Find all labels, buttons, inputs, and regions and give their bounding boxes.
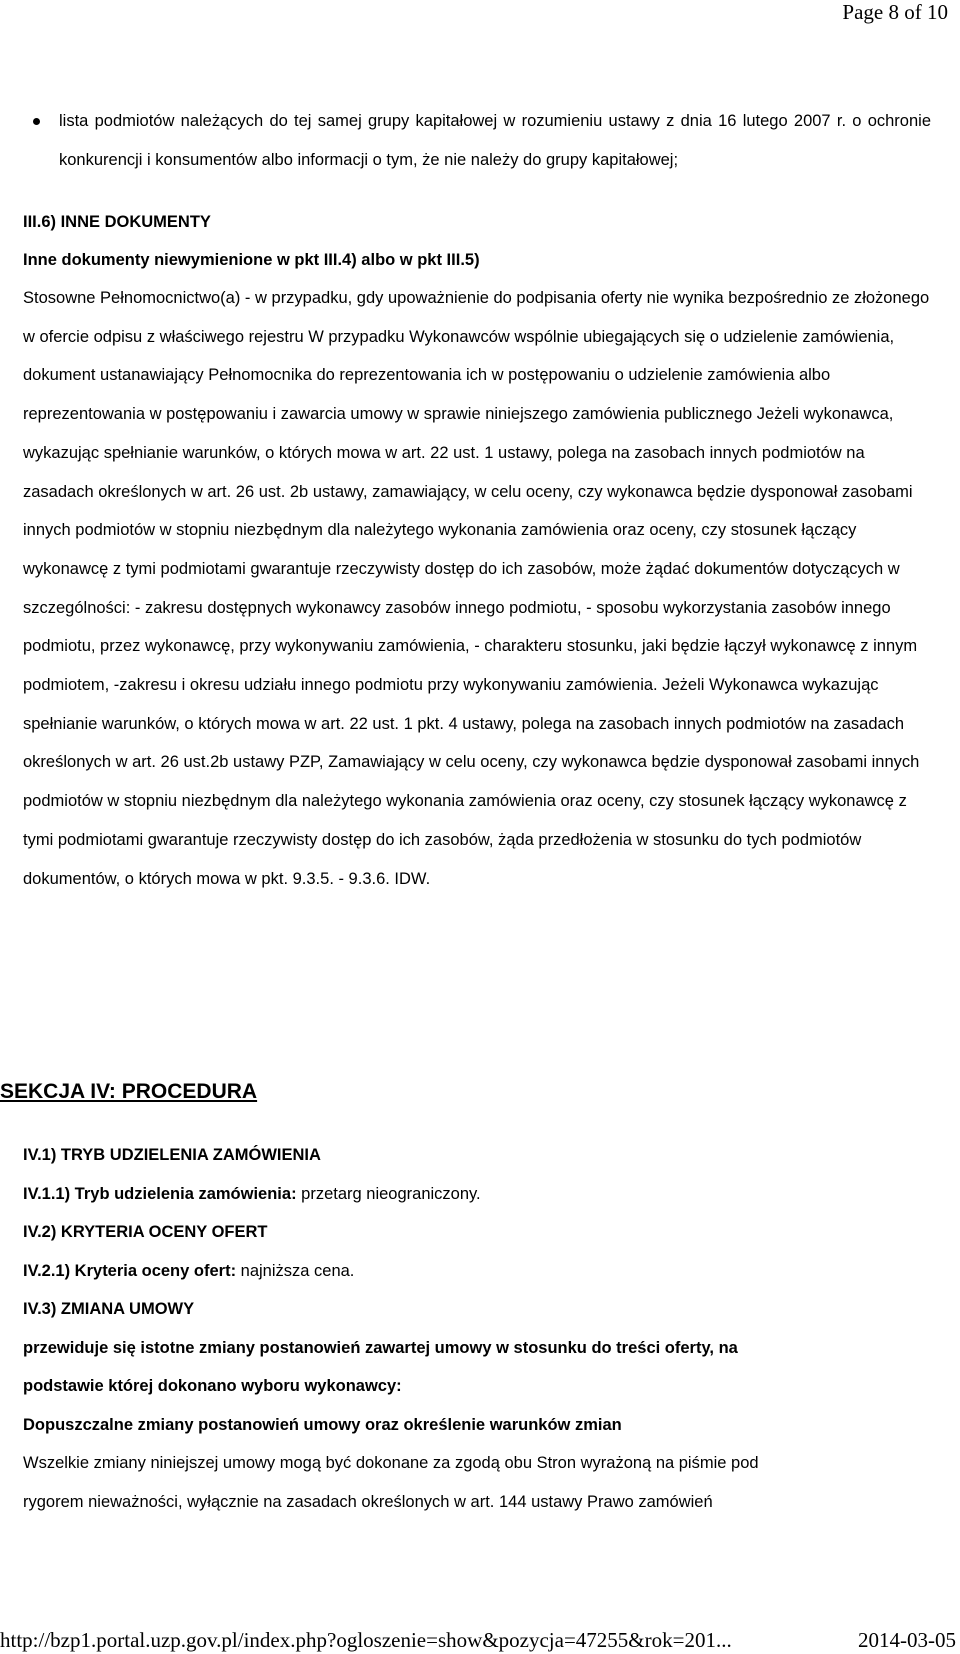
zmiana-heading: IV.3) ZMIANA UMOWY [23,1300,195,1318]
inne-dokumenty-body: Stosowne Pełnomocnictwo(a) - w przypadku, gdy upoważnienie do podpisania oferty nie wynika bezpośrednio ze złożonego w ofercie odpisu z właściwego rejestru W przypadku Wykonawców wspólnie ubiegających się o udzielenie zamówienia, dokument ustanawiający Pełnomocnika do reprezentowania ich w postępowaniu o udzielenie zamówienia albo reprezentowania w postępowaniu i zawarcia umowy w sprawie niniejszego zamówienia publicznego Jeżeli wykonawca, wykazując spełnianie warunków, o których mowa w art. 22 ust. 1 ustawy, polega na zasobach innych podmiotów na zasadach określonych w art. 26 ust. 2b ustawy, zamawiający, w celu oceny, czy wykonawca będzie dysponował zasobami innych podmiotów w stopniu niezbędnym dla należytego wykonania zamówienia oraz oceny, czy stosunek łączący wykonawcę z tymi podmiotami gwarantuje rzeczywisty dostęp do ich zasobów, może żądać dokumentów dotyczących w szczególności: - zakresu dostępnych wykonawcy zasobów innego podmiotu, - sposobu wykorzystania zasobów innego podmiotu, przez wykonawcę, przy wykonywaniu zamówienia, - charakteru stosunku, jaki będzie łączył wykonawcę z innym podmiotem, -zakresu i okresu udziału innego podmiotu przy wykonywaniu zamówienia. Jeżeli Wykonawca wykazując spełnianie warunków, o których mowa w art. 22 ust. 1 pkt. 4 ustawy, polega na zasobach innych podmiotów na zasadach określonych w art. 26 ust.2b ustawy PZP, Zamawiający w celu oceny, czy wykonawca będzie dysponował zasobami innych podmiotów w stopniu niezbędnym dla należytego wykonania zamówienia oraz oceny, czy stosunek łączący wykonawcę z tymi podmiotami gwarantuje rzeczywisty dostęp do ich zasobów, żąda przedłożenia w stosunku do tych podmiotów dokumentów, o których mowa w pkt. 9.3.5. - 9.3.6. IDW. [23,289,930,888]
page-footer [0,1626,960,1654]
section-heading-inne-dokumenty: III.6) INNE DOKUMENTY [23,213,211,231]
tryb-heading: IV.1) TRYB UDZIELENIA ZAMÓWIENIA [23,1146,321,1164]
tryb-label: IV.1.1) Tryb udzielenia zamówienia: [23,1184,297,1203]
footer-date: 2014-03-05 [858,1628,956,1652]
dopuszczalne-line1: Wszelkie zmiany niniejszej umowy mogą być dokonane za zgodą obu Stron wyrażoną na piśmie pod [23,1454,759,1472]
procedure-block [23,1136,931,1521]
section-title-procedura: SEKCJA IV: PROCEDURA [0,1080,258,1103]
kryteria-heading: IV.2) KRYTERIA OCENY OFERT [23,1223,268,1241]
dopuszczalne-heading: Dopuszczalne zmiany postanowień umowy oraz określenie warunków zmian [23,1415,622,1434]
footer-url: http://bzp1.portal.uzp.gov.pl/index.php?ogloszenie=show&pozycja=47255&rok=201... [0,1628,732,1652]
tryb-row [23,1175,931,1214]
page-number-header: Page 8 of 10 [842,0,948,24]
document-body [23,102,931,898]
kryteria-row [23,1252,931,1291]
zmiana-question-line2: podstawie której dokonano wyboru wykonawcy: [23,1377,402,1395]
bullet-icon [33,118,40,125]
dopuszczalne-line2: rygorem nieważności, wyłącznie na zasadach określonych w art. 144 ustawy Prawo zamówień [23,1492,713,1511]
zmiana-question-line1: przewiduje się istotne zmiany postanowień zawartej umowy w stosunku do treści oferty, na [23,1338,738,1357]
bullet-list [23,102,931,180]
kryteria-label: IV.2.1) Kryteria oceny ofert: [23,1261,237,1280]
subheading-inne-dokumenty: Inne dokumenty niewymienione w pkt III.4) albo w pkt III.5) [23,251,480,269]
tryb-value: przetarg nieograniczony. [301,1184,481,1203]
kryteria-value: najniższa cena. [240,1261,355,1280]
list-item [23,102,931,180]
list-item-text: lista podmiotów należących do tej samej grupy kapitałowej w rozumieniu ustawy z dnia 16 lutego 2007 r. o ochronie konkurencji i konsumentów albo informacji o tym, że nie należy do grupy kapitałowej; [59,112,931,169]
